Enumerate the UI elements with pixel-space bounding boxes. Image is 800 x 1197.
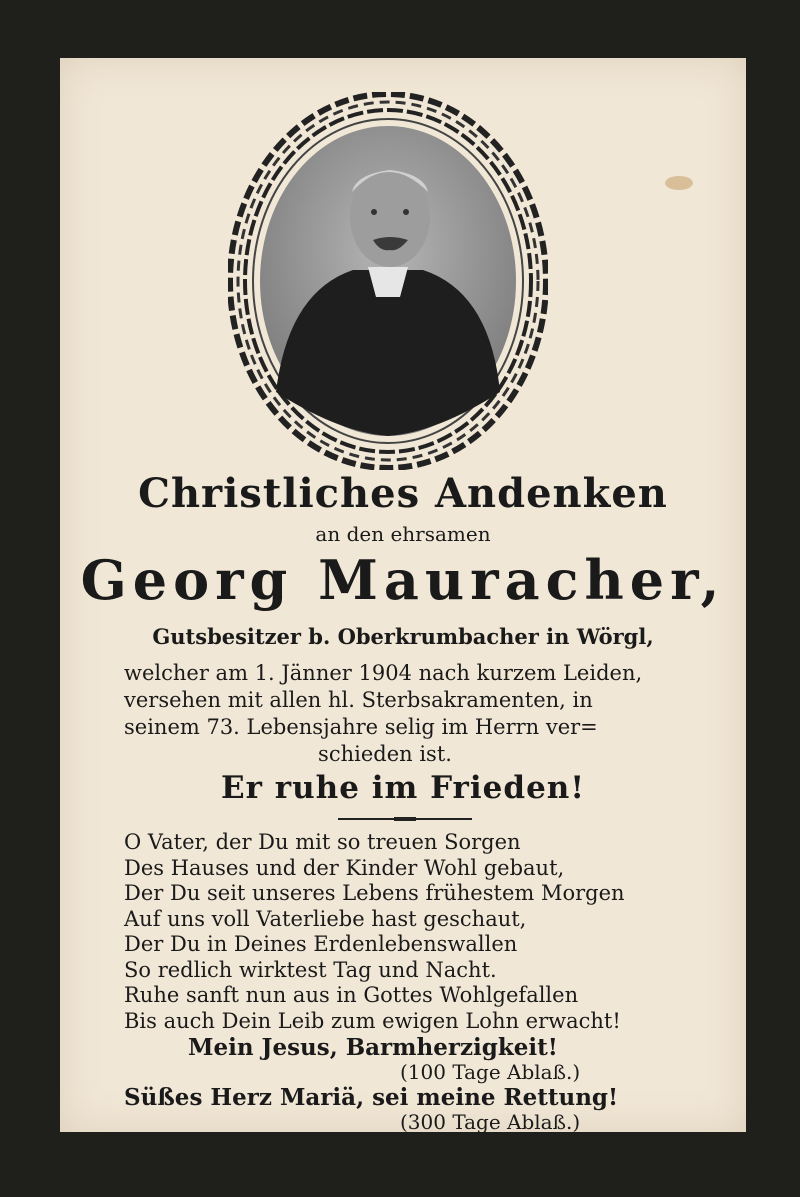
poem-line: Auf uns voll Vaterliebe hast geschaut, <box>124 906 527 931</box>
indulgence-300: (300 Tage Ablaß.) <box>400 1110 581 1134</box>
poem-line: O Vater, der Du mit so treuen Sorgen <box>124 830 521 854</box>
indulgence-100: (100 Tage Ablaß.) <box>400 1060 581 1084</box>
deceased-name: Georg Mauracher, <box>80 548 726 612</box>
poem-line: Des Hauses und der Kinder Wohl gebaut, <box>124 855 565 880</box>
poem-line: Der Du seit unseres Lebens frühestem Morgen <box>124 881 625 905</box>
prayer-jesus: Mein Jesus, Barmherzigkeit! <box>188 1034 558 1061</box>
ornament-divider <box>338 818 472 820</box>
paragraph-line: schieden ist. <box>318 742 452 766</box>
card-subtitle: an den ehrsamen <box>315 522 491 546</box>
obituary-paragraph <box>124 660 646 768</box>
paper-stain <box>665 176 693 190</box>
poem-line: Bis auch Dein Leib zum ewigen Lohn erwacht! <box>124 1008 621 1033</box>
poem-line: Ruhe sanft nun aus in Gottes Wohlgefallen <box>124 983 579 1007</box>
paragraph-line: seinem 73. Lebensjahre selig im Herrn ver= <box>124 715 598 739</box>
poem-line: Der Du in Deines Erdenlebenswallen <box>124 932 518 956</box>
paragraph-line: welcher am 1. Jänner 1904 nach kurzem Leiden, <box>124 661 643 685</box>
prayer-maria: Süßes Herz Mariä, sei meine Rettung! <box>124 1084 619 1111</box>
portrait-frame <box>228 92 548 470</box>
card-title: Christliches Andenken <box>138 470 668 517</box>
poem <box>124 830 664 1034</box>
rip-heading: Er ruhe im Frieden! <box>221 770 585 806</box>
paragraph-line: versehen mit allen hl. Sterbsakramenten, in <box>124 688 593 712</box>
poem-line: So redlich wirktest Tag und Nacht. <box>124 957 497 982</box>
occupation-line: Gutsbesitzer b. Oberkrumbacher in Wörgl, <box>152 624 654 649</box>
